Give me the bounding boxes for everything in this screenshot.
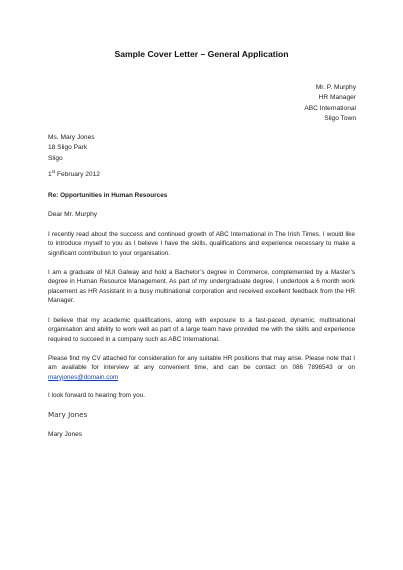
paragraph-skills: I believe that my academic qualifications, along with exposure to a fast-paced, dynamic, multinational organisation and ability to work well as part of a large team have provided me with the skills and experience required to succeed in a company such as ABC International. — [48, 317, 355, 343]
paragraph-education: I am a graduate of NUI Galway and hold a Bachelor’s degree in Commerce, complemented by a Master’s degree in Human Resource Management. As part of my undergraduate degree, I undertook a 6 month work placement as HR Assistant in a busy multinational corporation and received excellent feedback from the HR Manager. — [48, 269, 355, 305]
recipient-company: ABC International — [304, 104, 356, 112]
salutation: Dear Mr. Murphy — [48, 211, 98, 218]
recipient-town: Sligo Town — [324, 115, 356, 123]
date-day: 1 — [48, 171, 52, 178]
signature: Mary Jones — [48, 410, 88, 419]
paragraph-contact — [48, 354, 355, 382]
closing-line: I look forward to hearing from you. — [48, 392, 145, 399]
letter-title: Sample Cover Letter – General Application — [114, 49, 289, 59]
date-rest: February 2012 — [55, 171, 100, 178]
sender-name: Ms. Mary Jones — [48, 134, 95, 141]
sender-town: Sligo — [48, 154, 63, 162]
email-link[interactable]: maryjones@domain.com — [48, 373, 119, 381]
paragraph-intro: I recently read about the success and continued growth of ABC International in The Irish Times. I would like to introduce myself to you as I believe I have the skills, qualifications and experience necessary to make a significant contribution to your organisation. — [48, 231, 355, 257]
signed-name: Mary Jones — [48, 431, 83, 438]
subject-line: Re: Opportunities in Human Resources — [48, 192, 168, 199]
letter-date — [48, 169, 100, 178]
recipient-position: HR Manager — [318, 94, 356, 102]
sender-address — [48, 133, 95, 164]
sender-street: 18 Sligo Park — [48, 144, 88, 152]
contact-text: Please find my CV attached for consideration for any suitable HR positions that may arise. Please note that I am available for interview at any convenient time, and can be contact on 086 7896543 or on — [48, 355, 355, 372]
recipient-address — [304, 83, 356, 125]
recipient-name: Mr. P. Murphy — [315, 84, 356, 91]
date-suffix: st — [51, 169, 56, 174]
